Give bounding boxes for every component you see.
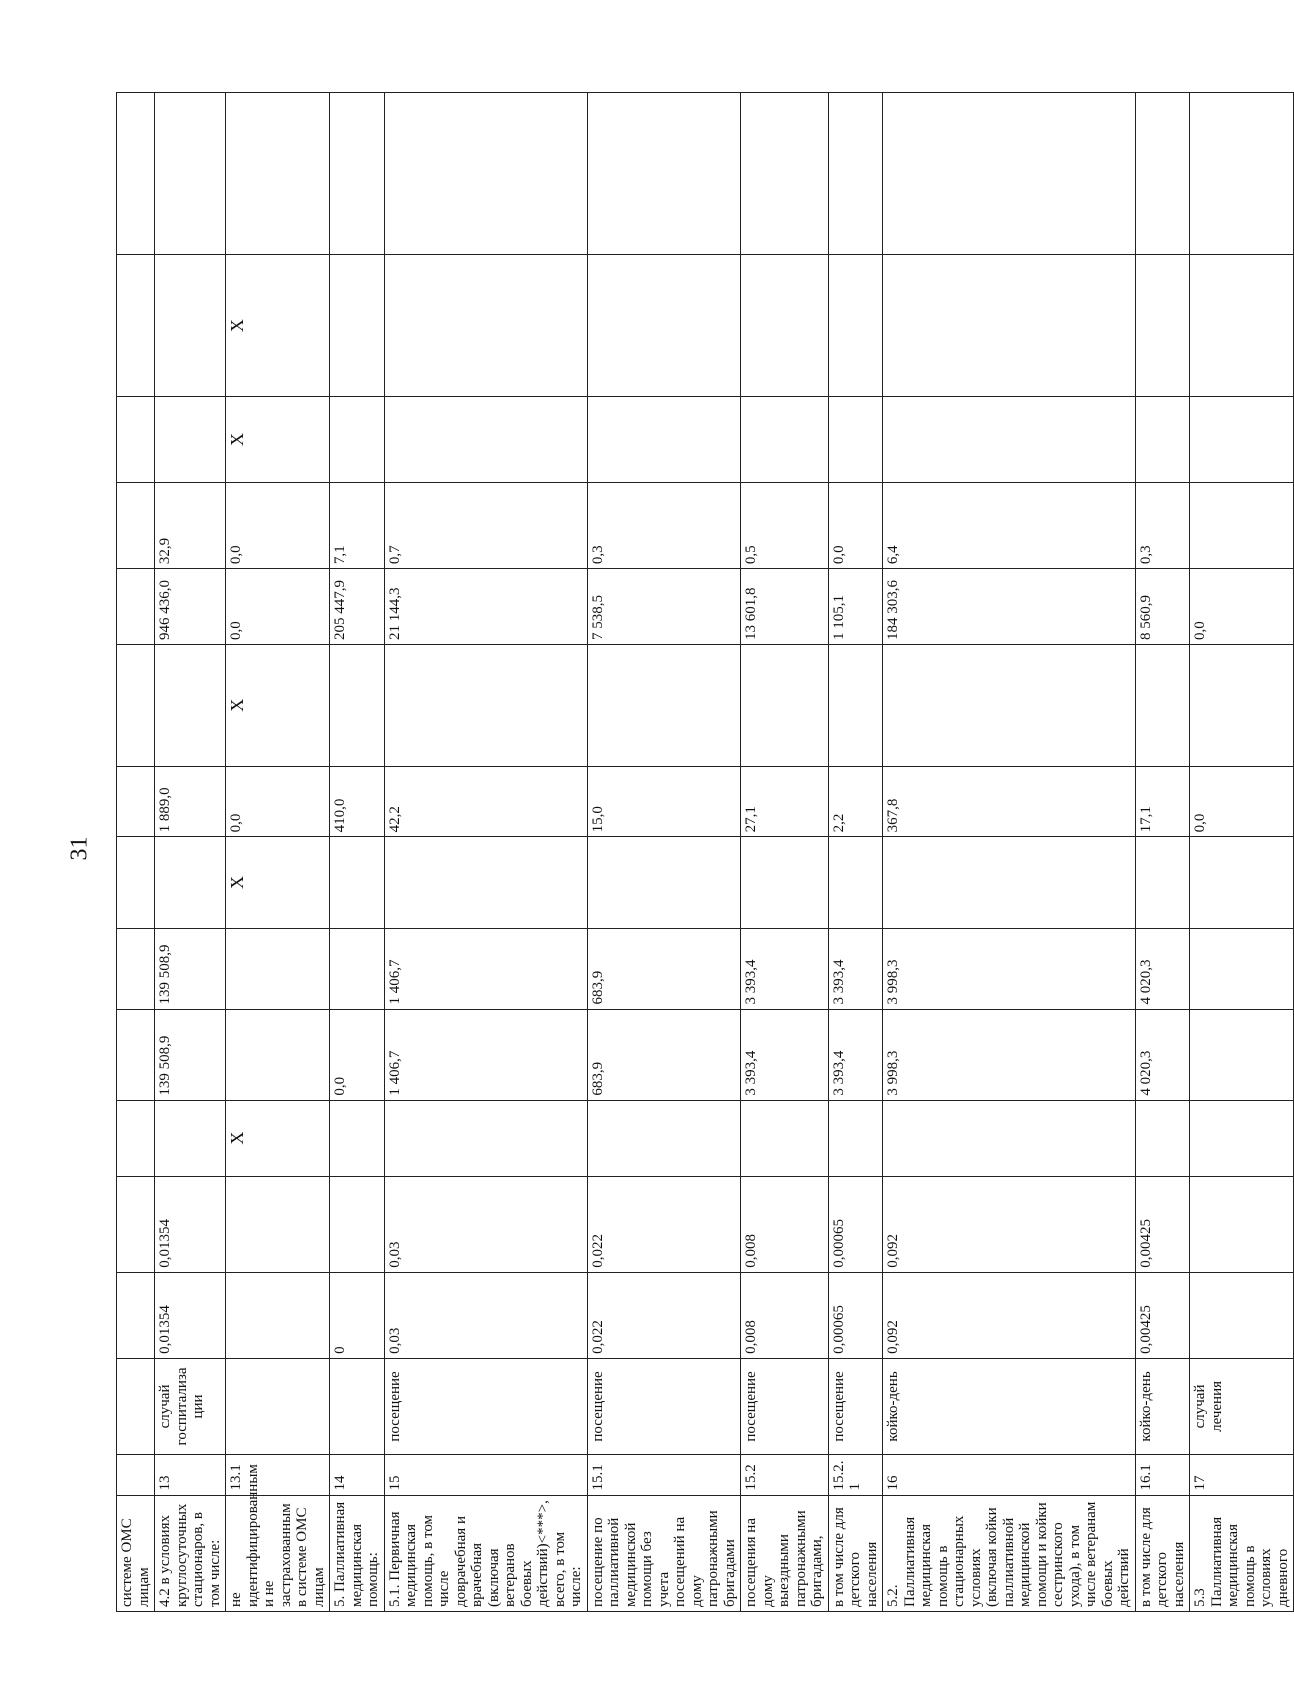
cell-x5	[330, 255, 385, 397]
cell-v3	[117, 766, 155, 837]
page-number: 31	[66, 836, 93, 861]
cell-v2	[226, 928, 330, 1009]
cell-v2: 3 393,4	[828, 928, 883, 1009]
cell-v4: 184 303,6	[883, 569, 1136, 645]
table-row	[155, 93, 226, 1612]
cell-x2	[1190, 837, 1294, 928]
cell-x2	[883, 837, 1136, 928]
cell-v4: 7 538,5	[587, 569, 741, 645]
cell-x2	[741, 837, 829, 928]
cell-x1	[384, 1100, 587, 1176]
cell-x5	[1135, 255, 1190, 397]
table-row	[741, 93, 829, 1612]
table-row	[1135, 93, 1190, 1612]
cell-x5	[741, 255, 829, 397]
cell-empty	[587, 93, 741, 255]
cell-x1	[828, 1100, 883, 1176]
cell-x4	[117, 396, 155, 482]
cell-v1: 683,9	[587, 1009, 741, 1100]
cell-name: системе ОМС лицам	[117, 1495, 155, 1611]
cell-v5: 32,9	[155, 483, 226, 569]
cell-v5: 0,3	[587, 483, 741, 569]
cell-v1: 1 406,7	[384, 1009, 587, 1100]
cell-x4	[384, 396, 587, 482]
cell-v1	[117, 1009, 155, 1100]
cell-unit: случай лечения	[1190, 1358, 1294, 1454]
cell-code: 15	[384, 1455, 587, 1496]
cell-v2	[330, 928, 385, 1009]
cell-empty	[330, 93, 385, 255]
cell-x1	[883, 1100, 1136, 1176]
cell-code: 16.1	[1135, 1455, 1190, 1496]
cell-v5	[117, 483, 155, 569]
cell-name: 5.3 Паллиативная медицинская помощь в условиях дневного	[1190, 1495, 1294, 1611]
cell-unit: посещение	[384, 1358, 587, 1454]
cell-empty	[384, 93, 587, 255]
cell-v1: 3 393,4	[741, 1009, 829, 1100]
cell-v1: 3 393,4	[828, 1009, 883, 1100]
cell-n2: 0,03	[384, 1176, 587, 1272]
cell-v3: 367,8	[883, 766, 1136, 837]
cell-n2: 0,008	[741, 1176, 829, 1272]
table-row	[587, 93, 741, 1612]
cell-unit	[226, 1358, 330, 1454]
cell-x2	[117, 837, 155, 928]
cell-x2	[1135, 837, 1190, 928]
cell-n1: 0,01354	[155, 1272, 226, 1358]
cell-name: 5.2. Паллиативная медицинская помощь в стационарных условиях (включая койки паллиативной медицинской помощи и койки сестринского ухода), в том числе ветеранам боевых действий	[883, 1495, 1136, 1611]
cell-v4: 0,0	[226, 569, 330, 645]
cell-n1	[226, 1272, 330, 1358]
cell-v1: 0,0	[330, 1009, 385, 1100]
cell-n1: 0,03	[384, 1272, 587, 1358]
cell-unit: койко-день	[883, 1358, 1136, 1454]
table-row	[1190, 93, 1294, 1612]
cell-empty	[155, 93, 226, 255]
cell-x3	[883, 645, 1136, 767]
cell-x2	[155, 837, 226, 928]
cell-x4: X	[226, 396, 330, 482]
cell-name: 4.2 в условиях круглосуточных стационаров, в том числе:	[155, 1495, 226, 1611]
cell-v4: 946 436,0	[155, 569, 226, 645]
cell-v4: 1 105,1	[828, 569, 883, 645]
cell-v1: 4 020,3	[1135, 1009, 1190, 1100]
cell-unit: посещение	[828, 1358, 883, 1454]
cell-v1: 3 998,3	[883, 1009, 1136, 1100]
cell-n1: 0,00065	[828, 1272, 883, 1358]
cell-v2: 683,9	[587, 928, 741, 1009]
cell-v2: 4 020,3	[1135, 928, 1190, 1009]
cell-v5: 7,1	[330, 483, 385, 569]
cell-v5: 0,0	[828, 483, 883, 569]
cell-v3: 2,2	[828, 766, 883, 837]
cell-v1: 139 508,9	[155, 1009, 226, 1100]
cell-name: 5. Паллиативная медицинская помощь:	[330, 1495, 385, 1611]
cell-x3	[587, 645, 741, 767]
cell-name: посещения на дому выездными патронажными бригадами,	[741, 1495, 829, 1611]
cell-n1	[1190, 1272, 1294, 1358]
cell-n2	[226, 1176, 330, 1272]
table-row	[384, 93, 587, 1612]
cell-x1	[741, 1100, 829, 1176]
cell-v2: 3 998,3	[883, 928, 1136, 1009]
cell-v2: 139 508,9	[155, 928, 226, 1009]
cell-empty	[828, 93, 883, 255]
table-row	[330, 93, 385, 1612]
cell-n1: 0,008	[741, 1272, 829, 1358]
cell-x1	[330, 1100, 385, 1176]
cell-x2	[587, 837, 741, 928]
cell-name: в том числе для детского населения	[1135, 1495, 1190, 1611]
cell-n2: 0,01354	[155, 1176, 226, 1272]
cell-n2: 0,022	[587, 1176, 741, 1272]
cell-n2	[117, 1176, 155, 1272]
cell-code: 17	[1190, 1455, 1294, 1496]
cell-empty	[226, 93, 330, 255]
cell-n2	[330, 1176, 385, 1272]
cell-n2	[1190, 1176, 1294, 1272]
cell-x3	[117, 645, 155, 767]
cell-x1: X	[226, 1100, 330, 1176]
cell-v2: 3 393,4	[741, 928, 829, 1009]
cell-v4: 0,0	[1190, 569, 1294, 645]
cell-x4	[155, 396, 226, 482]
cell-v3: 42,2	[384, 766, 587, 837]
cell-name: не идентифицированным и не застрахованным в системе ОМС лицам	[226, 1495, 330, 1611]
table-row	[226, 93, 330, 1612]
cell-unit	[117, 1358, 155, 1454]
cell-empty	[117, 93, 155, 255]
cell-v5: 0,0	[226, 483, 330, 569]
cell-x3: X	[226, 645, 330, 767]
cell-v2: 1 406,7	[384, 928, 587, 1009]
cell-v4: 8 560,9	[1135, 569, 1190, 645]
cell-x4	[587, 396, 741, 482]
cell-n1: 0,092	[883, 1272, 1136, 1358]
cell-v3: 17,1	[1135, 766, 1190, 837]
cell-v3: 1 889,0	[155, 766, 226, 837]
cell-v5	[1190, 483, 1294, 569]
cell-x3	[741, 645, 829, 767]
cell-x3	[330, 645, 385, 767]
cell-code: 15.1	[587, 1455, 741, 1496]
cell-x4	[828, 396, 883, 482]
cell-code: 15.2. 1	[828, 1455, 883, 1496]
cell-x3	[155, 645, 226, 767]
cell-v3: 15,0	[587, 766, 741, 837]
cell-empty	[883, 93, 1136, 255]
cell-v5: 0,5	[741, 483, 829, 569]
cell-x5	[587, 255, 741, 397]
cell-x5	[117, 255, 155, 397]
cell-x2: X	[226, 837, 330, 928]
cell-x3	[1135, 645, 1190, 767]
cell-x4	[330, 396, 385, 482]
cell-v4	[117, 569, 155, 645]
cell-x1	[1190, 1100, 1294, 1176]
cell-v5: 0,3	[1135, 483, 1190, 569]
cell-x5	[1190, 255, 1294, 397]
cell-v4: 205 447,9	[330, 569, 385, 645]
cell-x4	[1190, 396, 1294, 482]
cell-v3: 410,0	[330, 766, 385, 837]
cell-n1: 0,022	[587, 1272, 741, 1358]
cell-n1: 0	[330, 1272, 385, 1358]
cell-unit	[330, 1358, 385, 1454]
cell-n2: 0,00425	[1135, 1176, 1190, 1272]
cell-code: 16	[883, 1455, 1136, 1496]
cell-x4	[883, 396, 1136, 482]
cell-x2	[828, 837, 883, 928]
cell-n1	[117, 1272, 155, 1358]
table-row	[828, 93, 883, 1612]
cell-name: в том числе для детского населения	[828, 1495, 883, 1611]
cell-x1	[1135, 1100, 1190, 1176]
cell-v5: 0,7	[384, 483, 587, 569]
cell-v2	[1190, 928, 1294, 1009]
cell-unit: койко-день	[1135, 1358, 1190, 1454]
table-container	[116, 92, 1291, 1612]
cell-code: 15.2	[741, 1455, 829, 1496]
cell-x1	[587, 1100, 741, 1176]
cell-code: 14	[330, 1455, 385, 1496]
cell-name: посещение по паллиативной медицинской помощи без учета посещений на дому патронажными бригадами	[587, 1495, 741, 1611]
cell-v4: 21 144,3	[384, 569, 587, 645]
cell-x5	[828, 255, 883, 397]
cell-v4: 13 601,8	[741, 569, 829, 645]
cell-x1	[117, 1100, 155, 1176]
cell-unit: посещение	[741, 1358, 829, 1454]
cell-unit: случай госпитализа ции	[155, 1358, 226, 1454]
cell-x3	[828, 645, 883, 767]
cell-x1	[155, 1100, 226, 1176]
cell-v3: 0,0	[226, 766, 330, 837]
cell-v1	[226, 1009, 330, 1100]
cell-name: 5.1. Первичная медицинская помощь, в том числе доврачебная и врачебная (включая ветеранов боевых действий)<***>, всего, в том числе:	[384, 1495, 587, 1611]
cell-x3	[1190, 645, 1294, 767]
cell-empty	[1190, 93, 1294, 255]
cell-x4	[741, 396, 829, 482]
cell-x5	[155, 255, 226, 397]
cell-x3	[384, 645, 587, 767]
cell-code: 13	[155, 1455, 226, 1496]
cell-x5: X	[226, 255, 330, 397]
cell-n1: 0,00425	[1135, 1272, 1190, 1358]
cell-x2	[330, 837, 385, 928]
cell-v3: 27,1	[741, 766, 829, 837]
cell-x2	[384, 837, 587, 928]
cell-v5: 6,4	[883, 483, 1136, 569]
cell-n2: 0,092	[883, 1176, 1136, 1272]
cell-v2	[117, 928, 155, 1009]
cell-empty	[1135, 93, 1190, 255]
cell-v1	[1190, 1009, 1294, 1100]
table-row	[883, 93, 1136, 1612]
cell-code: 13.1	[226, 1455, 330, 1496]
cell-empty	[741, 93, 829, 255]
cell-n2: 0,00065	[828, 1176, 883, 1272]
cell-unit: посещение	[587, 1358, 741, 1454]
cell-v3: 0,0	[1190, 766, 1294, 837]
table-row	[117, 93, 155, 1612]
cell-code	[117, 1455, 155, 1496]
cell-x5	[384, 255, 587, 397]
cell-x4	[1135, 396, 1190, 482]
data-table	[116, 92, 1294, 1612]
cell-x5	[883, 255, 1136, 397]
